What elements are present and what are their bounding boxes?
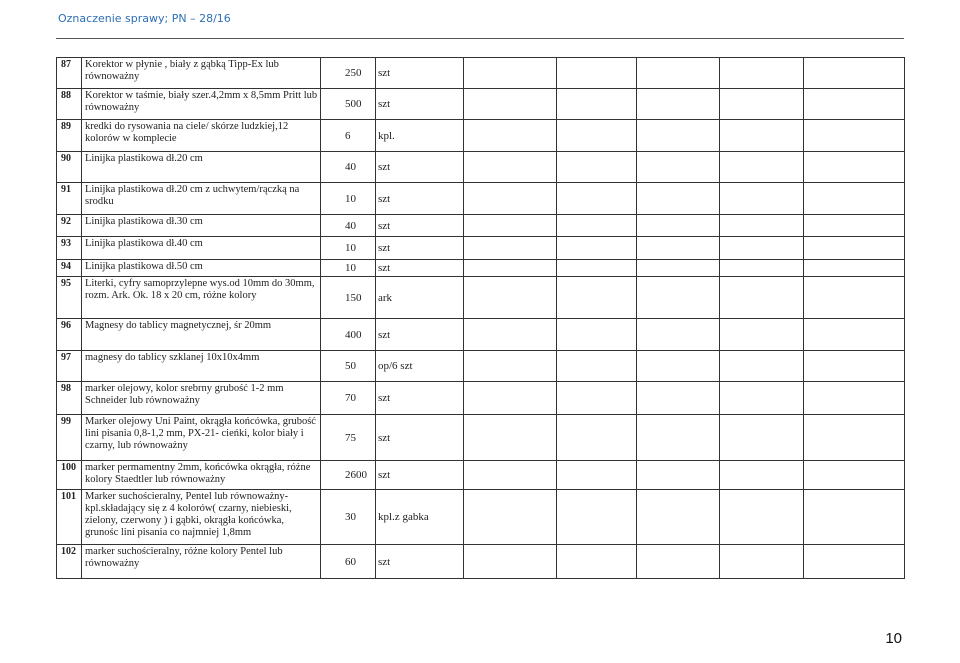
empty-cell: [557, 382, 637, 415]
items-table: [56, 57, 905, 579]
item-description: kredki do rysowania na ciele/ skórze ludzkiej,12 kolorów w komplecie: [82, 120, 321, 152]
item-unit: kpl.: [376, 120, 464, 152]
empty-cell: [720, 545, 804, 579]
empty-cell: [804, 183, 905, 215]
item-unit: szt: [376, 545, 464, 579]
empty-cell: [804, 89, 905, 120]
item-unit: op/6 szt: [376, 351, 464, 382]
empty-cell: [720, 237, 804, 260]
item-unit: szt: [376, 237, 464, 260]
empty-cell: [464, 461, 557, 490]
item-number: 100: [57, 461, 82, 490]
empty-cell: [804, 319, 905, 351]
table-row: [57, 89, 905, 120]
empty-cell: [804, 490, 905, 545]
item-number: 96: [57, 319, 82, 351]
item-number: 93: [57, 237, 82, 260]
empty-cell: [464, 490, 557, 545]
table-row: [57, 215, 905, 237]
table-row: [57, 120, 905, 152]
item-unit: ark: [376, 277, 464, 319]
item-description: marker olejowy, kolor srebrny grubość 1-2 mm Schneider lub równoważny: [82, 382, 321, 415]
empty-cell: [720, 120, 804, 152]
item-description: Magnesy do tablicy magnetycznej, śr 20mm: [82, 319, 321, 351]
item-number: 87: [57, 58, 82, 89]
item-number: 94: [57, 260, 82, 277]
item-number: 88: [57, 89, 82, 120]
empty-cell: [804, 260, 905, 277]
empty-cell: [804, 351, 905, 382]
empty-cell: [637, 183, 720, 215]
empty-cell: [557, 319, 637, 351]
item-quantity: 10: [321, 260, 376, 277]
item-number: 89: [57, 120, 82, 152]
empty-cell: [720, 461, 804, 490]
item-quantity: 250: [321, 58, 376, 89]
item-quantity: 400: [321, 319, 376, 351]
item-number: 98: [57, 382, 82, 415]
item-quantity: 75: [321, 415, 376, 461]
empty-cell: [804, 277, 905, 319]
item-description: Linijka plastikowa dł.20 cm: [82, 152, 321, 183]
table-row: [57, 461, 905, 490]
item-description: Marker suchościeralny, Pentel lub równoważny- kpl.składający się z 4 kolorów( czarny, niebieski, zielony, czerwony ) i gąbki, okrągła końcówka, grunośc lini pisania co najmniej 1,8mm: [82, 490, 321, 545]
table-row: [57, 319, 905, 351]
empty-cell: [804, 415, 905, 461]
empty-cell: [464, 120, 557, 152]
item-quantity: 40: [321, 215, 376, 237]
item-description: Linijka plastikowa dł.30 cm: [82, 215, 321, 237]
empty-cell: [557, 120, 637, 152]
empty-cell: [637, 152, 720, 183]
item-quantity: 30: [321, 490, 376, 545]
item-unit: szt: [376, 382, 464, 415]
empty-cell: [464, 277, 557, 319]
item-description: Korektor w płynie , biały z gąbką Tipp-Ex lub równoważny: [82, 58, 321, 89]
item-number: 102: [57, 545, 82, 579]
item-number: 90: [57, 152, 82, 183]
table-row: [57, 152, 905, 183]
empty-cell: [557, 152, 637, 183]
document-header-title: Oznaczenie sprawy; PN – 28/16: [58, 12, 231, 25]
empty-cell: [720, 183, 804, 215]
empty-cell: [464, 545, 557, 579]
item-unit: szt: [376, 183, 464, 215]
empty-cell: [637, 120, 720, 152]
empty-cell: [720, 382, 804, 415]
empty-cell: [637, 58, 720, 89]
item-number: 101: [57, 490, 82, 545]
empty-cell: [637, 461, 720, 490]
empty-cell: [637, 382, 720, 415]
empty-cell: [804, 58, 905, 89]
empty-cell: [720, 351, 804, 382]
item-quantity: 2600: [321, 461, 376, 490]
empty-cell: [557, 215, 637, 237]
empty-cell: [720, 89, 804, 120]
empty-cell: [637, 237, 720, 260]
item-unit: szt: [376, 215, 464, 237]
table-row: [57, 415, 905, 461]
item-quantity: 60: [321, 545, 376, 579]
item-unit: kpl.z gabka: [376, 490, 464, 545]
empty-cell: [720, 490, 804, 545]
empty-cell: [557, 490, 637, 545]
item-number: 99: [57, 415, 82, 461]
item-number: 92: [57, 215, 82, 237]
empty-cell: [720, 319, 804, 351]
item-description: marker suchościeralny, różne kolory Pentel lub równoważny: [82, 545, 321, 579]
page-number: 10: [885, 630, 902, 647]
empty-cell: [464, 215, 557, 237]
empty-cell: [804, 461, 905, 490]
item-unit: szt: [376, 152, 464, 183]
empty-cell: [464, 382, 557, 415]
empty-cell: [637, 415, 720, 461]
empty-cell: [637, 490, 720, 545]
item-quantity: 70: [321, 382, 376, 415]
empty-cell: [464, 89, 557, 120]
table-row: [57, 545, 905, 579]
item-description: Korektor w taśmie, biały szer.4,2mm x 8,5mm Pritt lub równoważny: [82, 89, 321, 120]
item-unit: szt: [376, 260, 464, 277]
empty-cell: [557, 277, 637, 319]
table-row: [57, 277, 905, 319]
item-quantity: 40: [321, 152, 376, 183]
item-description: Marker olejowy Uni Paint, okrągła końcówka, grubość lini pisania 0,8-1,2 mm, PX-21- cieńki, kolor biały i czarny, lub równoważny: [82, 415, 321, 461]
empty-cell: [464, 152, 557, 183]
item-quantity: 6: [321, 120, 376, 152]
empty-cell: [464, 260, 557, 277]
empty-cell: [464, 319, 557, 351]
item-description: magnesy do tablicy szklanej 10x10x4mm: [82, 351, 321, 382]
item-unit: szt: [376, 58, 464, 89]
table-row: [57, 490, 905, 545]
table-row: [57, 260, 905, 277]
empty-cell: [720, 277, 804, 319]
empty-cell: [637, 89, 720, 120]
empty-cell: [464, 183, 557, 215]
item-quantity: 10: [321, 183, 376, 215]
item-unit: szt: [376, 415, 464, 461]
table-row: [57, 58, 905, 89]
item-quantity: 50: [321, 351, 376, 382]
item-unit: szt: [376, 319, 464, 351]
empty-cell: [464, 58, 557, 89]
empty-cell: [637, 277, 720, 319]
table-row: [57, 382, 905, 415]
empty-cell: [720, 415, 804, 461]
item-unit: szt: [376, 461, 464, 490]
table-row: [57, 351, 905, 382]
empty-cell: [720, 260, 804, 277]
item-number: 95: [57, 277, 82, 319]
item-description: marker permamentny 2mm, końcówka okrągła, różne kolory Staedtler lub równoważny: [82, 461, 321, 490]
empty-cell: [637, 545, 720, 579]
empty-cell: [557, 415, 637, 461]
item-quantity: 10: [321, 237, 376, 260]
empty-cell: [464, 351, 557, 382]
empty-cell: [557, 461, 637, 490]
empty-cell: [720, 215, 804, 237]
empty-cell: [720, 58, 804, 89]
empty-cell: [804, 120, 905, 152]
empty-cell: [557, 260, 637, 277]
item-description: Linijka plastikowa dł.40 cm: [82, 237, 321, 260]
empty-cell: [637, 319, 720, 351]
item-description: Linijka plastikowa dł.50 cm: [82, 260, 321, 277]
empty-cell: [637, 215, 720, 237]
header-rule: [56, 38, 904, 39]
empty-cell: [637, 260, 720, 277]
item-unit: szt: [376, 89, 464, 120]
empty-cell: [557, 183, 637, 215]
item-number: 97: [57, 351, 82, 382]
empty-cell: [720, 152, 804, 183]
empty-cell: [557, 58, 637, 89]
empty-cell: [804, 215, 905, 237]
empty-cell: [804, 237, 905, 260]
table-row: [57, 237, 905, 260]
item-description: Linijka plastikowa dł.20 cm z uchwytem/rączką na srodku: [82, 183, 321, 215]
empty-cell: [637, 351, 720, 382]
item-number: 91: [57, 183, 82, 215]
table-row: [57, 183, 905, 215]
item-description: Literki, cyfry samoprzylepne wys.od 10mm do 30mm, rozm. Ark. Ok. 18 x 20 cm, różne kolory: [82, 277, 321, 319]
empty-cell: [464, 415, 557, 461]
empty-cell: [464, 237, 557, 260]
empty-cell: [557, 545, 637, 579]
empty-cell: [804, 152, 905, 183]
empty-cell: [804, 545, 905, 579]
empty-cell: [557, 237, 637, 260]
empty-cell: [557, 89, 637, 120]
empty-cell: [804, 382, 905, 415]
item-quantity: 150: [321, 277, 376, 319]
item-quantity: 500: [321, 89, 376, 120]
empty-cell: [557, 351, 637, 382]
